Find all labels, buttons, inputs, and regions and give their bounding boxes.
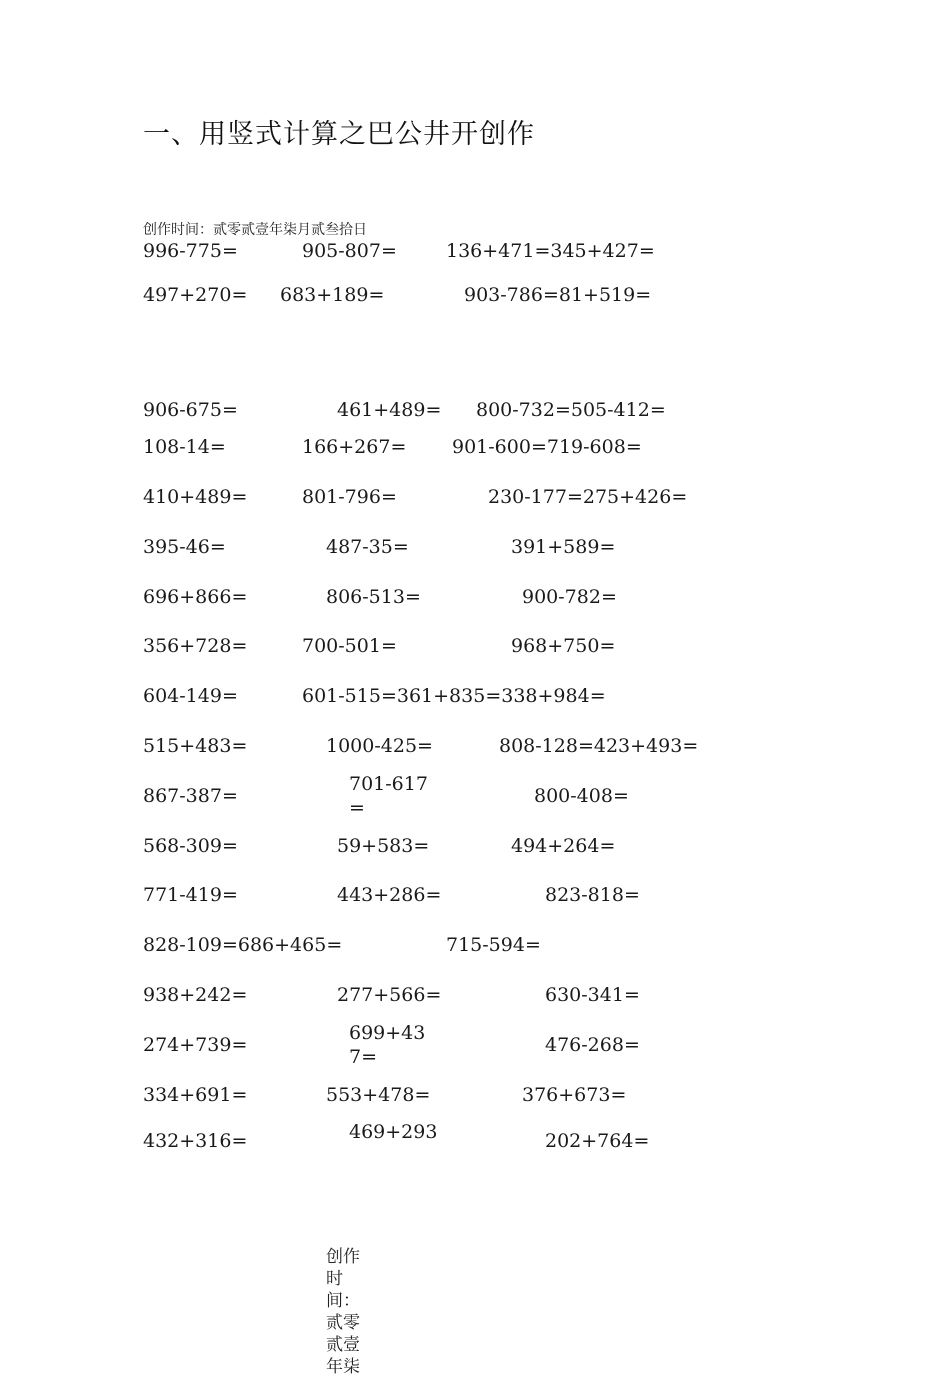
- equation: 823-818=: [545, 884, 640, 906]
- equation: 601-515=361+835=338+984=: [302, 685, 606, 707]
- equation: 568-309=: [143, 835, 238, 857]
- equation: 715-594=: [446, 934, 541, 956]
- equation: 867-387=: [143, 785, 238, 807]
- equation: 801-796=: [302, 486, 397, 508]
- equation: 938+242=: [143, 984, 248, 1006]
- equation: 202+764=: [545, 1130, 650, 1152]
- equation: 771-419=: [143, 884, 238, 906]
- equation: 905-807=: [302, 240, 397, 262]
- footer-creation-time: 创作时间：贰零贰壹年柒: [326, 1247, 360, 1377]
- equation: 469+293: [349, 1121, 438, 1143]
- equation: 166+267=: [302, 436, 407, 458]
- equation: 356+728=: [143, 635, 248, 657]
- equation: 515+483=: [143, 735, 248, 757]
- equation: 553+478=: [326, 1084, 431, 1106]
- equation: 443+286=: [337, 884, 442, 906]
- equation: 806-513=: [326, 586, 421, 608]
- equation: 391+589=: [511, 536, 616, 558]
- equation: 432+316=: [143, 1130, 248, 1152]
- equation: 699+437=: [349, 1022, 426, 1068]
- equation: 701-617=: [349, 773, 428, 819]
- equation: 903-786=81+519=: [464, 284, 652, 306]
- equation: 630-341=: [545, 984, 640, 1006]
- equation: 395-46=: [143, 536, 226, 558]
- equation: 968+750=: [511, 635, 616, 657]
- equation: 274+739=: [143, 1034, 248, 1056]
- equation: 906-675=: [143, 399, 238, 421]
- equation: 494+264=: [511, 835, 616, 857]
- equation: 376+673=: [522, 1084, 627, 1106]
- equation: 476-268=: [545, 1034, 640, 1056]
- equation: 277+566=: [337, 984, 442, 1006]
- equation: 230-177=275+426=: [488, 486, 688, 508]
- equation: 410+489=: [143, 486, 248, 508]
- equation: 800-408=: [534, 785, 629, 807]
- equation: 487-35=: [326, 536, 409, 558]
- equation: 808-128=423+493=: [499, 735, 699, 757]
- equation: 461+489=: [337, 399, 442, 421]
- equation: 800-732=505-412=: [476, 399, 666, 421]
- equation: 1000-425=: [326, 735, 433, 757]
- equation: 604-149=: [143, 685, 238, 707]
- equation: 901-600=719-608=: [452, 436, 642, 458]
- equation: 59+583=: [337, 835, 430, 857]
- equation: 136+471=345+427=: [446, 240, 655, 262]
- equation: 334+691=: [143, 1084, 248, 1106]
- equation: 700-501=: [302, 635, 397, 657]
- creation-time: 创作时间：贰零贰壹年柒月贰叁拾日: [143, 222, 367, 238]
- page-title: 一、用竖式计算之巴公井开创作: [143, 119, 535, 150]
- equation: 696+866=: [143, 586, 248, 608]
- equation: 108-14=: [143, 436, 226, 458]
- equation: 683+189=: [280, 284, 385, 306]
- equation: 900-782=: [522, 586, 617, 608]
- equation: 828-109=686+465=: [143, 934, 343, 956]
- equation: 996-775=: [143, 240, 238, 262]
- equation: 497+270=: [143, 284, 248, 306]
